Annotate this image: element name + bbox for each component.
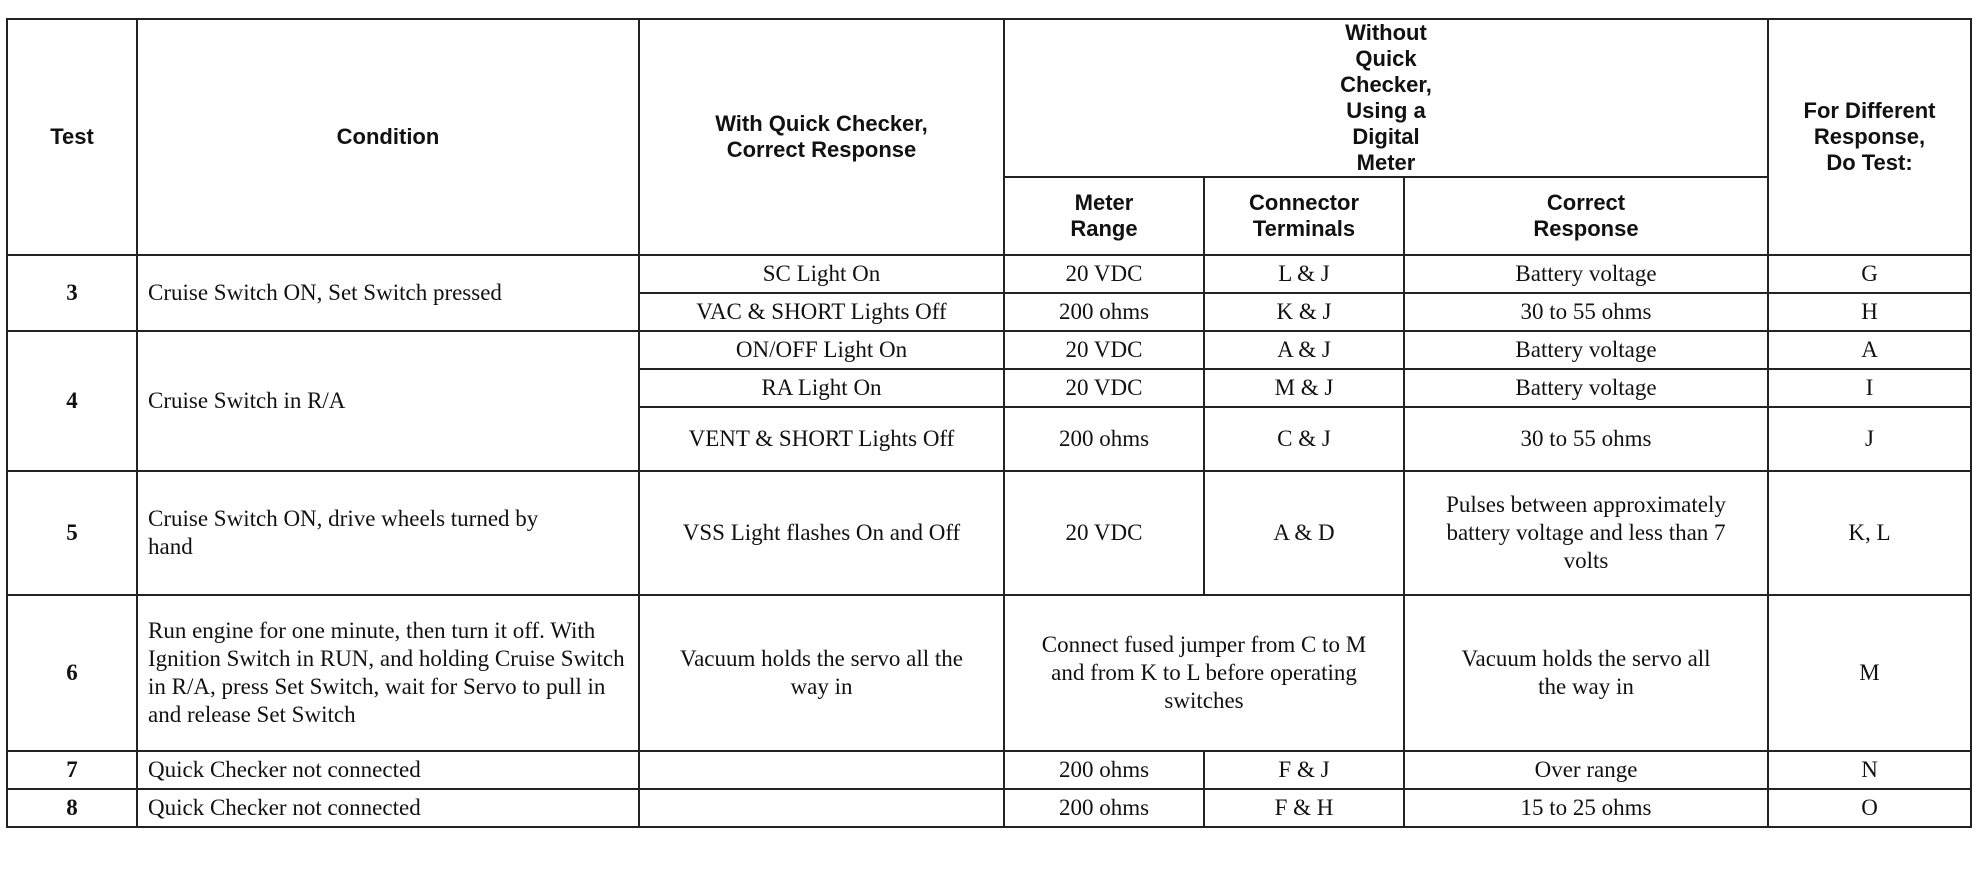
with-qc-cell: [639, 789, 1004, 827]
table-row: [7, 789, 1971, 827]
diagnostic-table: [6, 18, 1972, 828]
test-header: Test: [7, 19, 137, 255]
with-qc-cell: Vacuum holds the servo all the way in: [639, 595, 1004, 751]
next-test-cell: O: [1768, 789, 1971, 827]
response-cell: 30 to 55 ohms: [1404, 407, 1768, 471]
test-number: 3: [7, 255, 137, 331]
condition-cell: Cruise Switch in R/A: [137, 331, 639, 471]
terminals-cell: A & D: [1204, 471, 1404, 595]
without-quick-checker-header: Without Quick Checker, Using a Digital Meter: [1004, 19, 1768, 177]
with-qc-cell: VAC & SHORT Lights Off: [639, 293, 1004, 331]
connector-terminals-header: Connector Terminals: [1204, 177, 1404, 255]
response-cell: Pulses between approximately battery voltage and less than 7 volts: [1404, 471, 1768, 595]
condition-cell: Cruise Switch ON, drive wheels turned by hand: [137, 471, 639, 595]
meter-cell: 200 ohms: [1004, 293, 1204, 331]
condition-cell: Quick Checker not connected: [137, 789, 639, 827]
next-test-cell: N: [1768, 751, 1971, 789]
next-test-cell: A: [1768, 331, 1971, 369]
response-cell: Battery voltage: [1404, 331, 1768, 369]
with-qc-cell: SC Light On: [639, 255, 1004, 293]
meter-terminals-cell: Connect fused jumper from C to M and from K to L before operating switches: [1004, 595, 1404, 751]
terminals-cell: M & J: [1204, 369, 1404, 407]
with-qc-cell: VENT & SHORT Lights Off: [639, 407, 1004, 471]
table-row: [7, 751, 1971, 789]
meter-range-header: Meter Range: [1004, 177, 1204, 255]
table-row: [7, 255, 1971, 293]
terminals-cell: A & J: [1204, 331, 1404, 369]
test-number: 7: [7, 751, 137, 789]
next-test-cell: H: [1768, 293, 1971, 331]
meter-cell: 20 VDC: [1004, 369, 1204, 407]
with-qc-cell: RA Light On: [639, 369, 1004, 407]
response-cell: Battery voltage: [1404, 255, 1768, 293]
next-test-cell: J: [1768, 407, 1971, 471]
condition-header: Condition: [137, 19, 639, 255]
meter-cell: 20 VDC: [1004, 471, 1204, 595]
correct-response-header: Correct Response: [1404, 177, 1768, 255]
terminals-cell: L & J: [1204, 255, 1404, 293]
condition-cell: Quick Checker not connected: [137, 751, 639, 789]
different-response-header: For Different Response, Do Test:: [1768, 19, 1971, 255]
response-cell: 30 to 55 ohms: [1404, 293, 1768, 331]
response-cell: Battery voltage: [1404, 369, 1768, 407]
meter-cell: 20 VDC: [1004, 331, 1204, 369]
header-row: [7, 19, 1971, 177]
test-number: 5: [7, 471, 137, 595]
response-cell: 15 to 25 ohms: [1404, 789, 1768, 827]
with-qc-cell: [639, 751, 1004, 789]
with-quick-checker-header: With Quick Checker, Correct Response: [639, 19, 1004, 255]
table-row: [7, 331, 1971, 369]
with-qc-cell: ON/OFF Light On: [639, 331, 1004, 369]
condition-cell: Run engine for one minute, then turn it off. With Ignition Switch in RUN, and holding Cruise Switch in R/A, press Set Switch, wait for Servo to pull in and release Set Switch: [137, 595, 639, 751]
terminals-cell: F & H: [1204, 789, 1404, 827]
test-number: 8: [7, 789, 137, 827]
meter-cell: 200 ohms: [1004, 751, 1204, 789]
next-test-cell: G: [1768, 255, 1971, 293]
test-number: 4: [7, 331, 137, 471]
with-qc-cell: VSS Light flashes On and Off: [639, 471, 1004, 595]
table-row: [7, 595, 1971, 751]
next-test-cell: M: [1768, 595, 1971, 751]
next-test-cell: K, L: [1768, 471, 1971, 595]
test-number: 6: [7, 595, 137, 751]
terminals-cell: F & J: [1204, 751, 1404, 789]
meter-cell: 20 VDC: [1004, 255, 1204, 293]
meter-cell: 200 ohms: [1004, 789, 1204, 827]
response-cell: Over range: [1404, 751, 1768, 789]
response-cell: Vacuum holds the servo all the way in: [1404, 595, 1768, 751]
table-row: [7, 471, 1971, 595]
terminals-cell: K & J: [1204, 293, 1404, 331]
condition-cell: Cruise Switch ON, Set Switch pressed: [137, 255, 639, 331]
next-test-cell: I: [1768, 369, 1971, 407]
meter-cell: 200 ohms: [1004, 407, 1204, 471]
terminals-cell: C & J: [1204, 407, 1404, 471]
